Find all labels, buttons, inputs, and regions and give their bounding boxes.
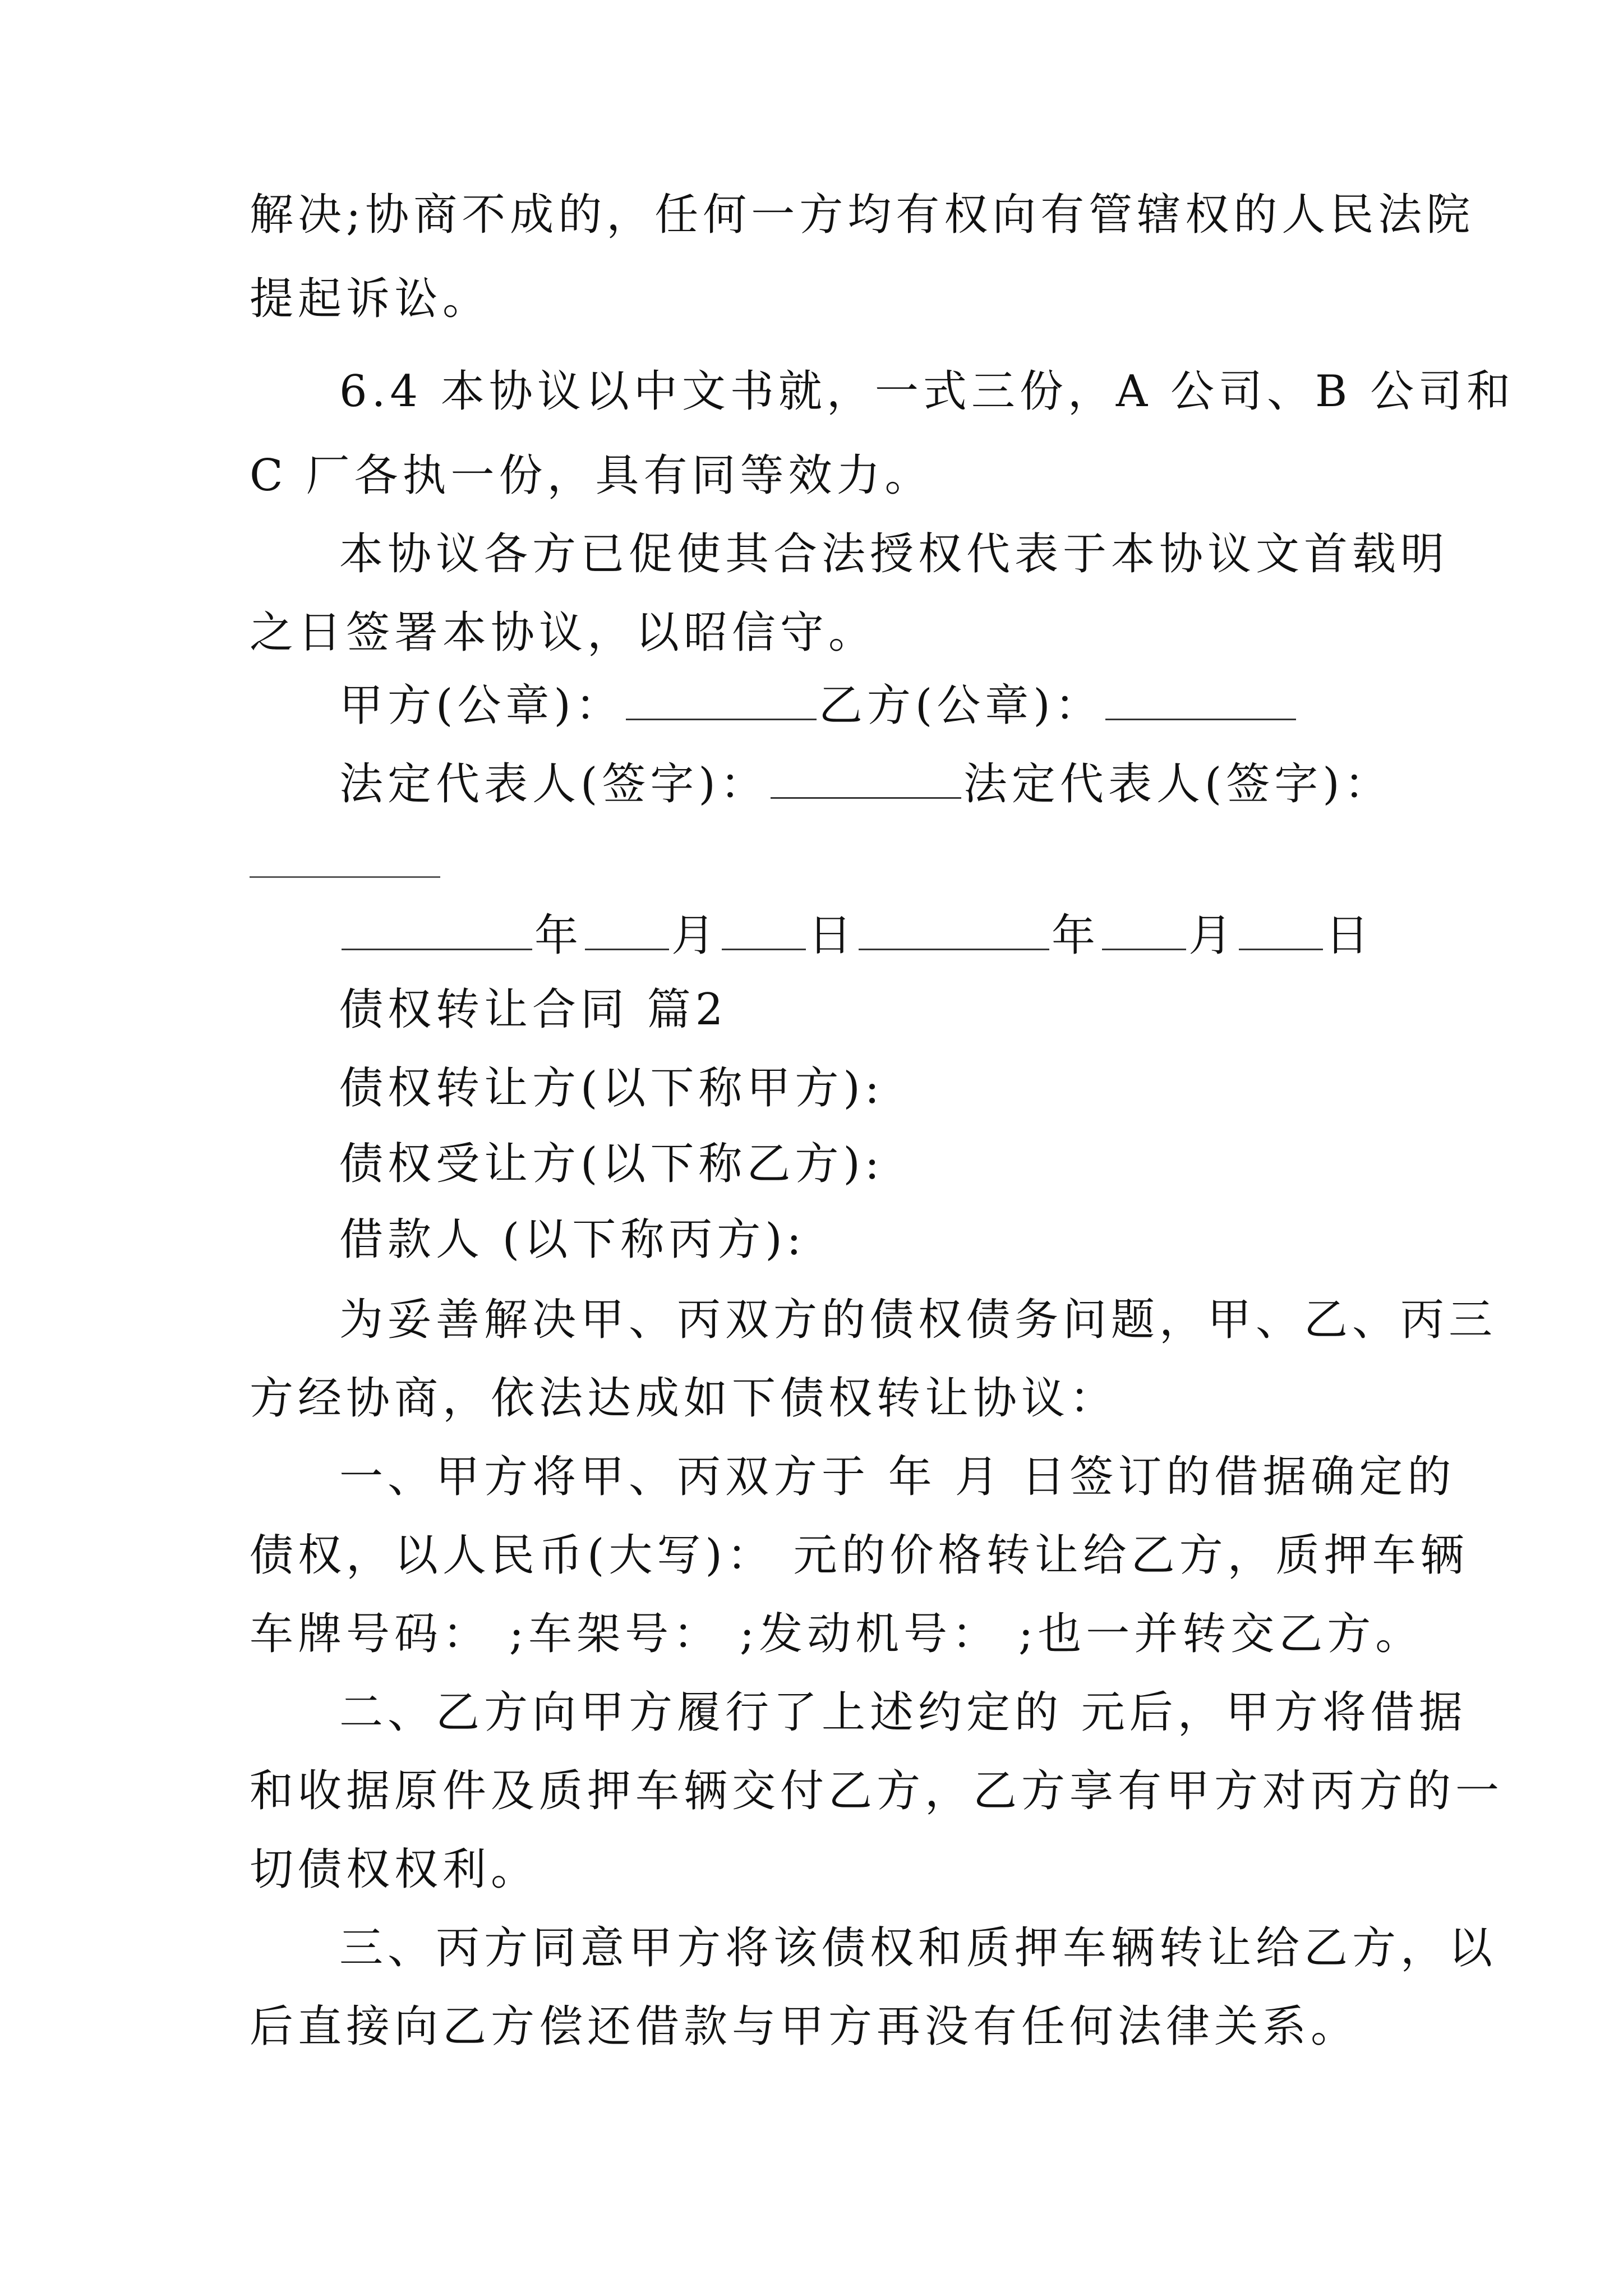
section-title: 债权转让合同 篇2: [339, 984, 728, 1035]
paragraph-line: 二、乙方向甲方履行了上述约定的 元后，甲方将借据: [339, 1687, 1467, 1738]
month-label: 月: [671, 910, 720, 961]
year-label: 年: [534, 910, 583, 961]
party-a-seal-label: 甲方(公章)：: [339, 680, 624, 731]
paragraph-line: C 厂各执一份，具有同等效力。: [250, 450, 933, 501]
month-blank-2: [1102, 909, 1186, 950]
signature-rep-line: [339, 756, 1478, 812]
party-a-seal-blank: [626, 679, 817, 720]
month-blank: [585, 909, 669, 950]
year-blank-2: [859, 909, 1049, 950]
year-blank: [342, 909, 532, 950]
paragraph-line: 方经协商，依法达成如下债权转让协议：: [250, 1373, 1118, 1424]
day-blank-2: [1239, 909, 1323, 950]
signature-seal-line: [339, 678, 1478, 734]
paragraph-line: 债权受让方(以下称乙方):: [339, 1139, 884, 1189]
paragraph-line: 一、甲方将甲、丙双方于 年 月 日签订的借据确定的: [339, 1452, 1456, 1502]
legal-rep-b-blank: [250, 876, 440, 878]
paragraph-line: 车牌号码： ;车架号： ;发动机号： ;也一并转交乙方。: [250, 1609, 1424, 1659]
paragraph-line: 切债权权利。: [250, 1844, 540, 1895]
paragraph-line: 本协议各方已促使其合法授权代表于本协议文首载明: [339, 529, 1449, 579]
day-label-2: 日: [1325, 910, 1374, 961]
paragraph-line: 6.4 本协议以中文书就，一式三份，A 公司、B 公司和: [339, 366, 1515, 417]
party-b-seal-blank: [1105, 679, 1296, 720]
paragraph-line: 债权转让方(以下称甲方):: [339, 1063, 884, 1114]
day-label: 日: [808, 910, 857, 961]
paragraph-line: 和收据原件及质押车辆交付乙方，乙方享有甲方对丙方的一: [250, 1766, 1504, 1816]
paragraph-line: 提起诉讼。: [250, 274, 491, 324]
month-label-2: 月: [1188, 910, 1237, 961]
paragraph-line: 之日签署本协议，以昭信守。: [250, 608, 877, 658]
paragraph-line: 为妥善解决甲、丙双方的债权债务问题，甲、乙、丙三: [339, 1295, 1497, 1345]
paragraph-line: 三、丙方同意甲方将该债权和质押车辆转让给乙方，以: [339, 1923, 1497, 1973]
paragraph-line: 借款人 (以下称丙方):: [339, 1214, 806, 1265]
legal-rep-b-label: 法定代表人(签字)：: [963, 759, 1393, 809]
legal-rep-a-blank: [771, 758, 961, 799]
year-label-2: 年: [1052, 910, 1100, 961]
date-line: [339, 908, 1478, 964]
party-b-seal-label: 乙方(公章)：: [818, 680, 1103, 731]
paragraph-line: 后直接向乙方偿还借款与甲方再没有任何法律关系。: [250, 2001, 1359, 2052]
day-blank: [722, 909, 806, 950]
legal-rep-a-label: 法定代表人(签字)：: [339, 759, 768, 809]
paragraph-line: 解决;协商不成的，任何一方均有权向有管辖权的人民法院: [250, 190, 1475, 240]
paragraph-line: 债权，以人民币(大写)： 元的价格转让给乙方，质押车辆: [250, 1530, 1469, 1581]
